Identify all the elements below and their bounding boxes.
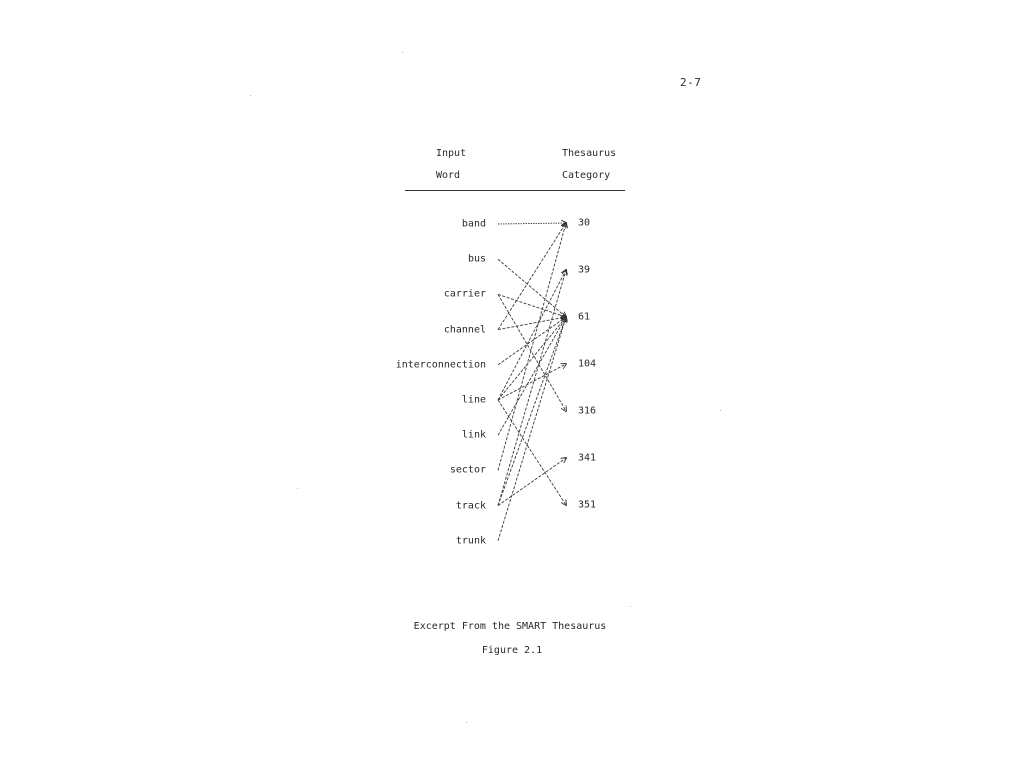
mapping-arrow-track-341 [498,458,566,506]
input-word-carrier: carrier [443,288,486,300]
category-316: 316 [578,405,597,417]
mapping-arrow-bus-61 [498,259,566,317]
mapping-arrow-sector-30 [498,223,566,470]
mapping-arrow-carrier-316 [498,294,566,411]
mapping-arrow-line-39 [498,270,566,400]
category-341: 341 [578,452,597,464]
figure-number: Figure 2.1 [481,645,543,656]
scan-speck [402,52,403,53]
category-30: 30 [578,217,591,229]
input-word-interconnection: interconnection [395,359,486,371]
scan-speck [720,410,721,411]
scan-speck [630,606,631,607]
mapping-arrow-track-39 [498,270,566,506]
mapping-arrow-line-351 [498,400,566,505]
mapping-arrow-line-61 [498,317,566,400]
category-61: 61 [578,311,591,323]
input-word-sector: sector [449,464,486,476]
input-word-header-line1: Input [436,148,467,159]
mapping-arrow-interconnection-61 [498,317,566,365]
mapping-arrow-line-104 [498,364,566,400]
mapping-arrow-channel-61 [498,317,566,330]
input-word-link: link [461,429,486,441]
header-rule [405,190,625,191]
input-word-bus: bus [467,253,486,265]
mapping-arrow-trunk-61 [498,317,566,541]
scan-speck [466,722,467,723]
category-header [562,143,616,187]
category-104: 104 [578,358,597,370]
figure-caption-title: Excerpt From the SMART Thesaurus [413,621,607,632]
input-word-line: line [461,394,486,406]
input-word-header [436,143,466,187]
mapping-arrow-link-61 [498,317,566,435]
page-number: 2-7 [680,76,702,89]
input-word-header-line2: Word [436,170,461,181]
mapping-arrow-band-30 [498,223,566,224]
scan-speck [250,95,251,96]
scan-speck [297,488,298,489]
mapping-arrow-track-61 [498,317,566,506]
input-word-track: track [455,500,486,512]
category-header-line2: Category [562,170,611,181]
category-header-line1: Thesaurus [562,148,617,159]
mapping-arrow-carrier-61 [498,294,566,317]
category-351: 351 [578,499,597,511]
input-word-trunk: trunk [455,535,486,547]
category-39: 39 [578,264,591,276]
input-word-channel: channel [443,324,486,336]
mapping-arrow-channel-30 [498,223,566,330]
input-word-band: band [461,218,486,230]
